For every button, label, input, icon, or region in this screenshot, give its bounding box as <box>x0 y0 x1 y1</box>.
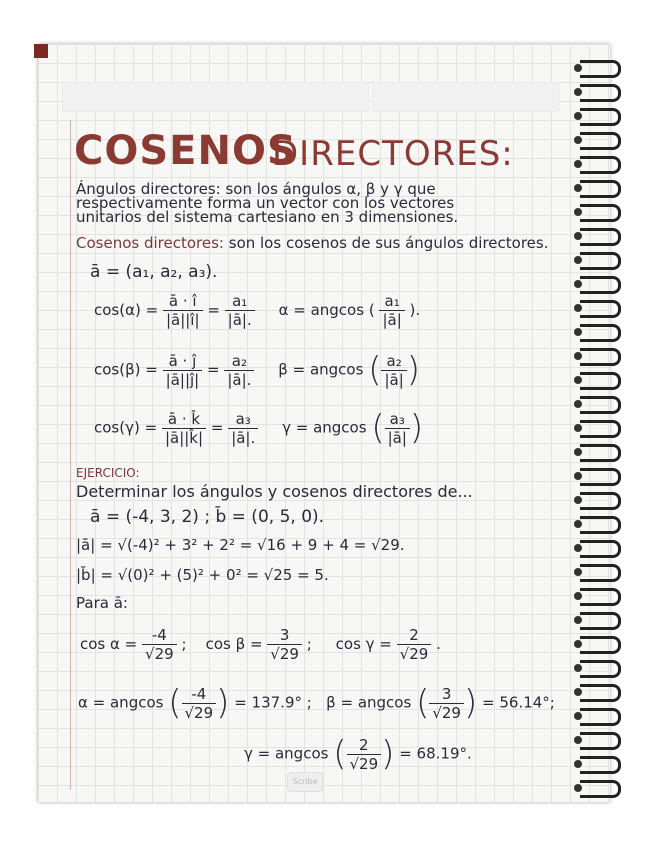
binding-ring <box>580 540 621 558</box>
gamma-lhs: γ = angcos <box>244 744 329 763</box>
exercise-vectors: ā = (-4, 3, 2) ; b̄ = (0, 5, 0). <box>90 507 325 527</box>
eq2-equals: = <box>207 360 220 379</box>
eq3-equals: = <box>210 418 224 437</box>
binding-ring <box>580 132 621 150</box>
eq1-lhs: cos(α) = <box>94 301 159 319</box>
eq3-angle: γ = angcos <box>282 418 367 437</box>
beta-result: = 56.14°; <box>482 693 555 712</box>
equation-cos-alpha <box>94 292 420 329</box>
eq2-lhs: cos(β) = <box>94 360 158 379</box>
cos-alpha-num: -4 <box>142 626 177 645</box>
binding-ring <box>580 612 621 630</box>
eq1-close: ). <box>409 301 421 319</box>
binding-ring <box>580 396 621 414</box>
title-cosenos: COSENOS <box>74 128 297 174</box>
eq1-den2: |ā|. <box>227 311 252 329</box>
cos-gamma-num: 2 <box>397 626 432 645</box>
eq1-anum: a₁ <box>379 292 404 311</box>
binding-ring <box>580 348 621 366</box>
eq2-den2: |ā|. <box>227 370 252 389</box>
binding-ring <box>580 468 621 486</box>
cos-alpha-den: √29 <box>145 645 174 663</box>
eq2-fraction-1 <box>163 352 203 389</box>
beta-fraction <box>429 685 464 722</box>
eq3-fraction-2 <box>228 410 258 447</box>
cosines-definition <box>76 234 548 252</box>
binding-ring <box>580 780 621 798</box>
eq3-num2: a₃ <box>228 410 258 429</box>
eq2-num2: a₂ <box>224 352 254 371</box>
binding-ring <box>580 420 621 438</box>
cos-gamma-sep: . <box>436 635 441 653</box>
eq1-aden: |ā| <box>382 311 402 329</box>
eq2-num1: ā · ĵ <box>163 352 203 371</box>
cos-gamma-den: √29 <box>399 645 429 663</box>
eq1-den1: |ā||î| <box>165 311 200 329</box>
gamma-fraction <box>347 736 382 773</box>
exercise-label: EJERCICIO: <box>76 466 140 480</box>
gamma-result: = 68.19°. <box>399 744 472 763</box>
gamma-row <box>244 734 472 774</box>
cosines-rest: son los cosenos de sus ángulos directores. <box>228 234 549 252</box>
gamma-den: √29 <box>349 754 379 773</box>
alpha-beta-row <box>78 683 555 723</box>
alpha-sep: ; <box>306 693 312 712</box>
eq2-angle: β = angcos <box>278 360 364 379</box>
equation-cos-gamma <box>94 408 423 448</box>
eq3-num1: ā · k̂ <box>162 410 206 429</box>
eq1-equals: = <box>207 301 220 319</box>
binding-ring <box>580 156 621 174</box>
eq2-open-paren: ( <box>368 350 382 390</box>
cos-gamma-fraction <box>397 626 432 663</box>
binding-ring <box>580 732 621 750</box>
alpha-open-paren: ( <box>168 683 182 723</box>
eq3-den2: |ā|. <box>231 428 256 447</box>
exercise-statement: Determinar los ángulos y cosenos directores de... <box>76 482 473 501</box>
eq1-fraction-3 <box>379 292 404 329</box>
binding-ring <box>580 444 621 462</box>
binding-ring <box>580 684 621 702</box>
eq3-aden: |ā| <box>387 428 407 447</box>
alpha-close-paren: ) <box>216 683 230 723</box>
cos-values-row <box>80 626 441 663</box>
binding-ring <box>580 84 621 102</box>
eq1-fraction-1 <box>163 292 203 329</box>
eq3-fraction-3 <box>385 410 410 447</box>
eq2-aden: |ā| <box>384 370 404 389</box>
alpha-result: = 137.9° <box>234 693 302 712</box>
binding-ring <box>580 276 621 294</box>
spiral-binding <box>581 50 621 800</box>
eq1-num2: a₁ <box>225 292 255 311</box>
binding-ring <box>580 180 621 198</box>
binding-ring <box>580 324 621 342</box>
eq3-anum: a₃ <box>385 410 410 429</box>
intro-line-1: Ángulos directores: son los ángulos α, β y γ que <box>76 180 436 198</box>
vector-definition: ā = (a₁, a₂, a₃). <box>90 262 218 282</box>
norm-b: |b̄| = √(0)² + (5)² + 0² = √25 = 5. <box>76 566 329 584</box>
binding-ring <box>580 492 621 510</box>
eq2-fraction-2 <box>224 352 254 389</box>
beta-close-paren: ) <box>463 683 478 723</box>
title-directores: DIRECTORES: <box>272 134 514 174</box>
cos-beta-den: √29 <box>270 645 299 663</box>
eq3-lhs: cos(γ) = <box>94 418 158 437</box>
binding-ring <box>580 660 621 678</box>
header-box-left <box>62 82 369 112</box>
gamma-num: 2 <box>347 736 382 755</box>
eq3-fraction-1 <box>162 410 206 447</box>
cos-beta-fraction <box>267 626 302 663</box>
cos-alpha-sep: ; <box>181 635 187 653</box>
binding-ring <box>580 252 621 270</box>
binding-ring <box>580 636 621 654</box>
alpha-fraction <box>182 685 217 722</box>
equation-cos-beta <box>94 350 420 390</box>
eq1-num1: ā · î <box>163 292 203 311</box>
binding-ring <box>580 372 621 390</box>
cos-beta-sep: ; <box>306 635 312 653</box>
binding-ring <box>580 300 621 318</box>
binding-ring <box>580 756 621 774</box>
binding-ring <box>580 564 621 582</box>
eq3-den1: |ā||k̂| <box>164 428 204 447</box>
binding-ring <box>580 228 621 246</box>
cos-beta-num: 3 <box>267 626 302 645</box>
eq2-fraction-3 <box>381 352 406 389</box>
page-corner <box>34 44 48 58</box>
cos-beta-lhs: cos β = <box>205 635 263 653</box>
margin-line <box>70 120 71 790</box>
eq1-fraction-2 <box>225 292 255 329</box>
binding-ring <box>580 516 621 534</box>
eq2-anum: a₂ <box>381 352 406 371</box>
binding-ring <box>580 108 621 126</box>
scribe-watermark: Scribe <box>287 772 323 792</box>
eq3-open-paren: ( <box>371 408 385 448</box>
binding-ring <box>580 588 621 606</box>
eq3-close-paren: ) <box>409 408 424 448</box>
alpha-num: -4 <box>182 685 217 704</box>
intro-line-3: unitarios del sistema cartesiano en 3 dimensiones. <box>76 208 459 226</box>
beta-lhs: β = angcos <box>326 693 412 712</box>
cos-gamma-lhs: cos γ = <box>335 635 392 653</box>
norm-a: |ā| = √(-4)² + 3² + 2² = √16 + 9 + 4 = √29. <box>76 536 405 554</box>
alpha-lhs: α = angcos <box>78 693 164 712</box>
binding-ring <box>580 60 621 78</box>
cos-alpha-lhs: cos α = <box>80 635 138 653</box>
gamma-close-paren: ) <box>381 734 395 774</box>
eq1-angle: α = angcos ( <box>278 301 375 319</box>
para-a-label: Para ā: <box>76 594 128 612</box>
binding-ring <box>580 204 621 222</box>
beta-open-paren: ( <box>416 683 430 723</box>
eq2-den1: |ā||ĵ| <box>165 370 200 389</box>
cos-alpha-fraction <box>142 626 177 663</box>
alpha-den: √29 <box>184 703 214 722</box>
eq2-close-paren: ) <box>406 350 421 390</box>
cosines-heading: Cosenos directores: <box>76 234 224 252</box>
intro-line-2: respectivamente forma un vector con los vectores <box>76 194 455 212</box>
binding-ring <box>580 708 621 726</box>
beta-num: 3 <box>429 685 464 704</box>
beta-den: √29 <box>432 703 461 722</box>
header-box-right <box>372 82 560 112</box>
gamma-open-paren: ( <box>333 734 347 774</box>
